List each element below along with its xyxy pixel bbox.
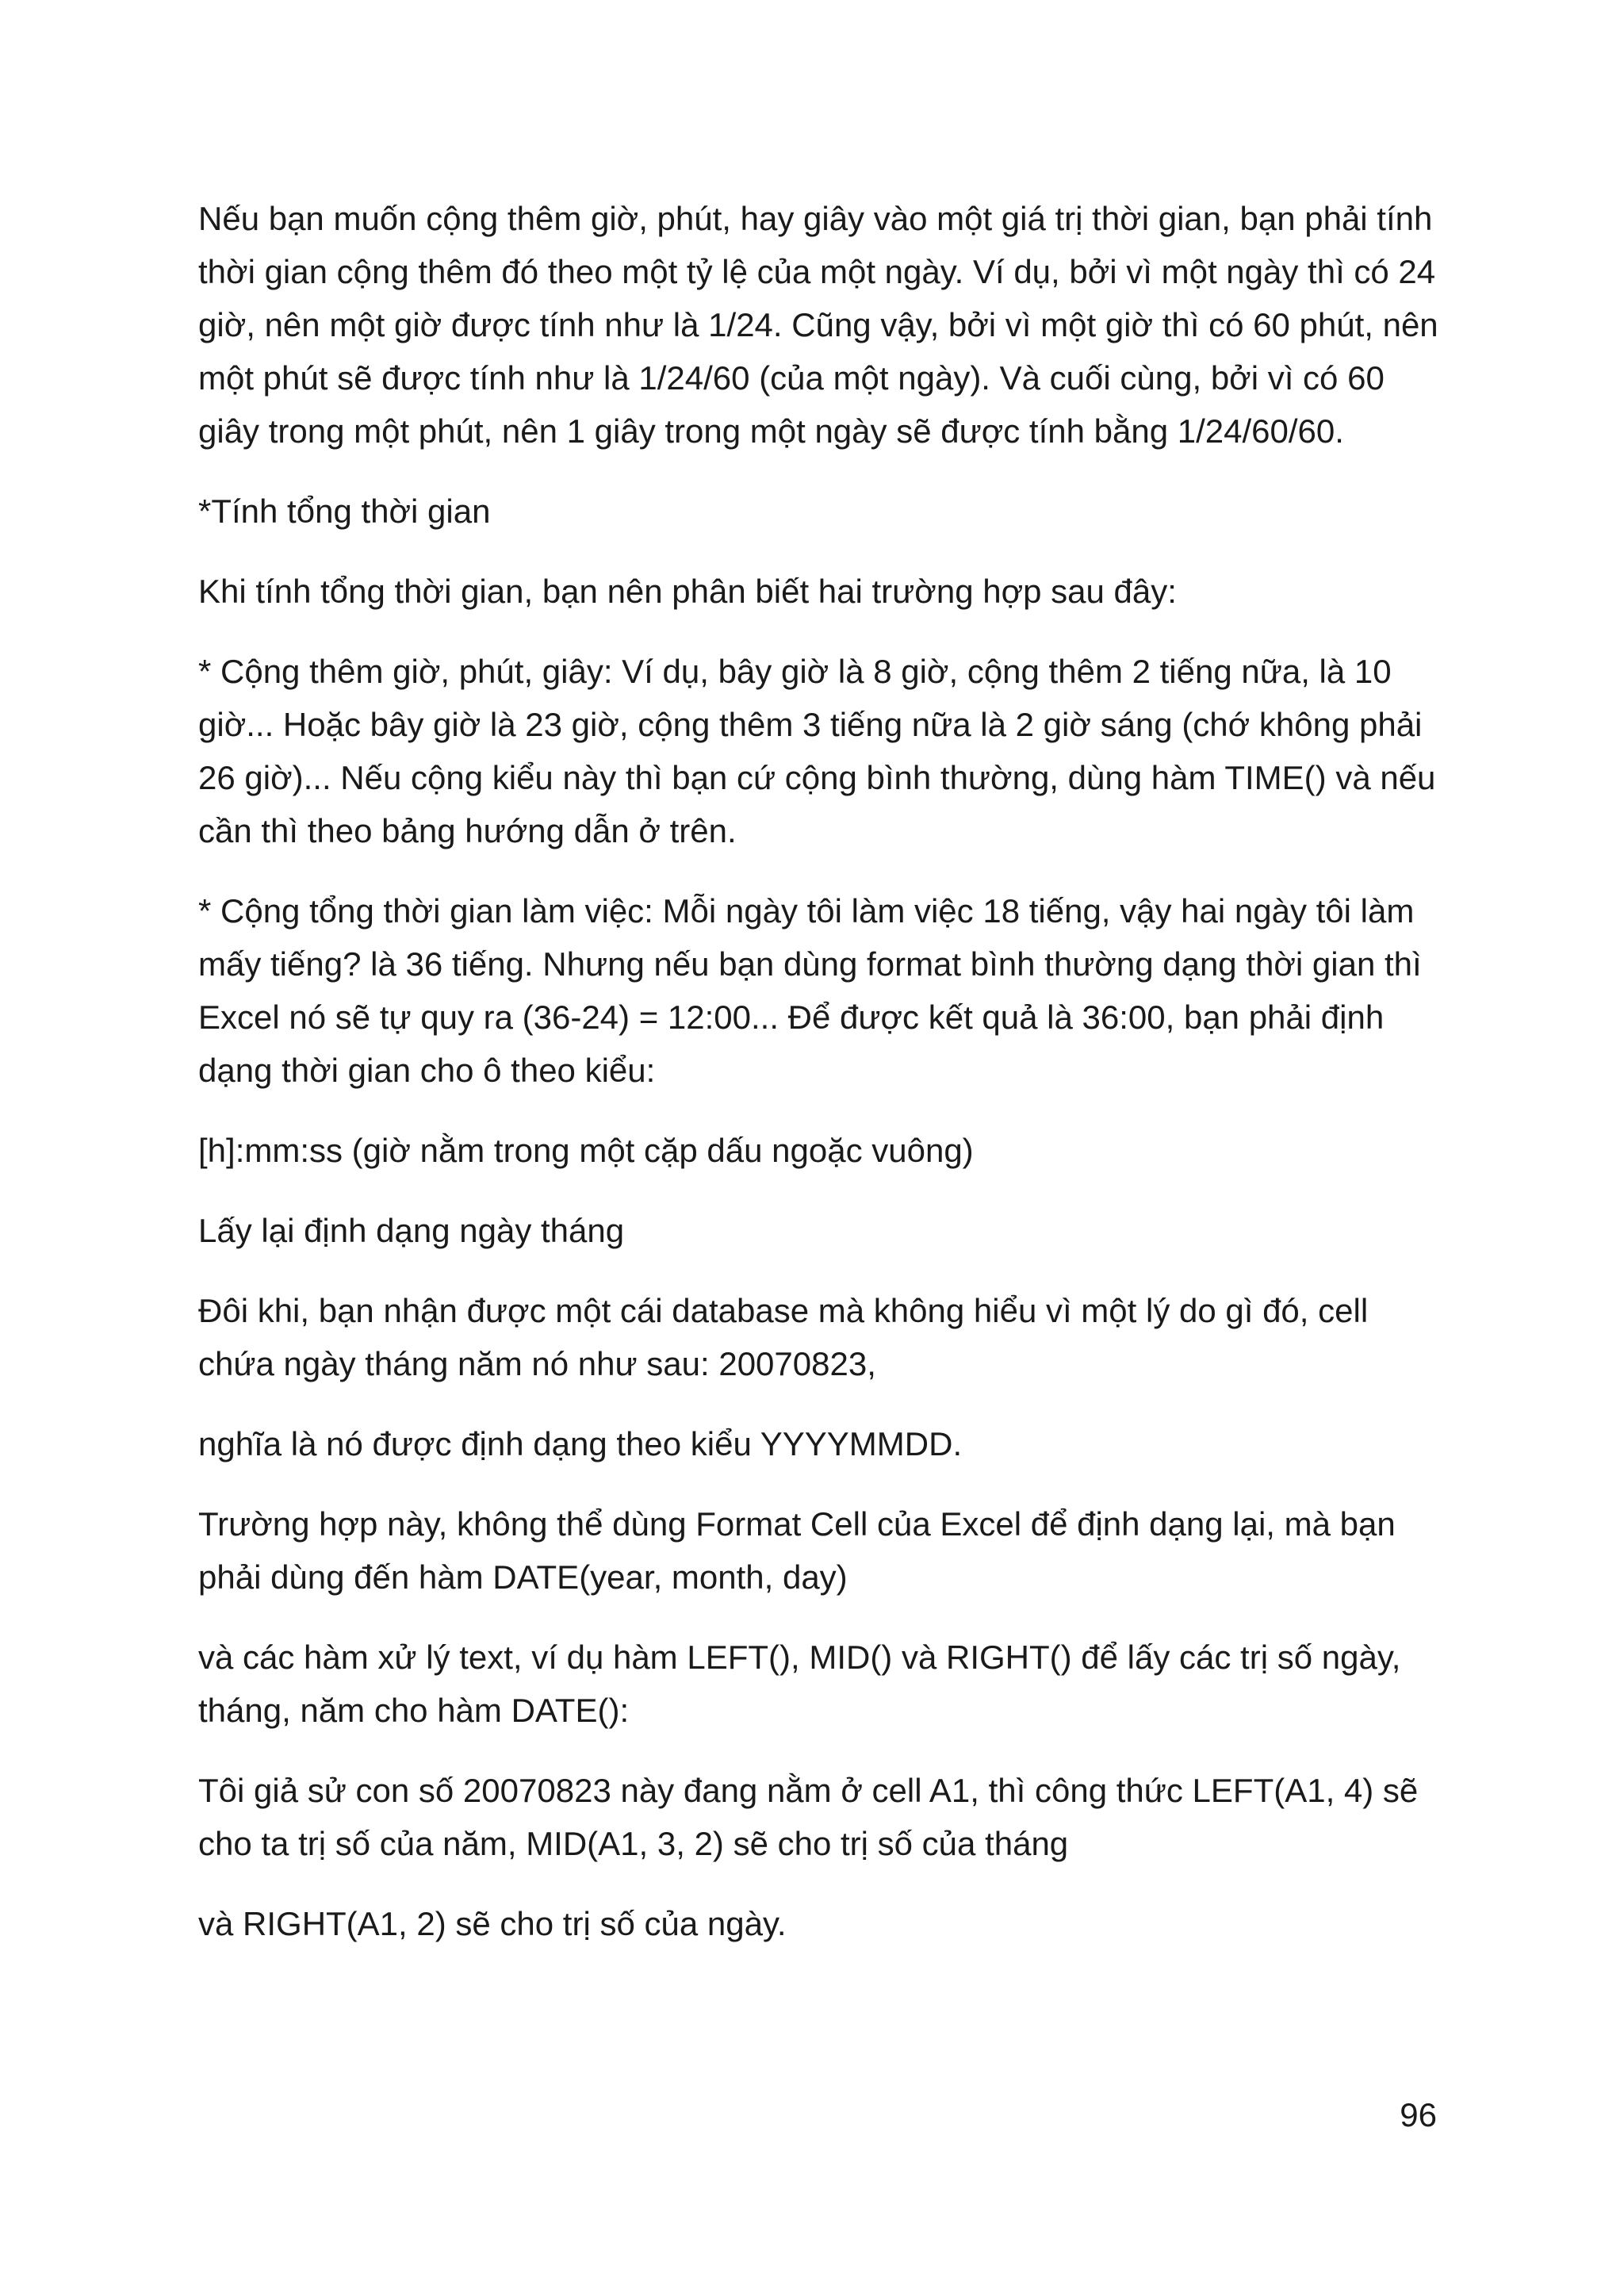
paragraph-two-cases: Khi tính tổng thời gian, bạn nên phân biết hai trường hợp sau đây:: [198, 573, 1177, 610]
page-number: 96: [1400, 2096, 1437, 2133]
paragraph-database-date: Đôi khi, bạn nhận được một cái database mà không hiểu vì một lý do gì đó, cell chứa ngày tháng năm nó như sau: 20070823,: [198, 1292, 1369, 1382]
paragraph-time-fraction: Nếu bạn muốn cộng thêm giờ, phút, hay giây vào một giá trị thời gian, bạn phải tính thời gian cộng thêm đó theo một tỷ lệ của một ngày. Ví dụ, bởi vì một ngày thì có 24 giờ, nên một giờ được tính như là 1/24. Cũng vậy, bởi vì một giờ thì có 60 phút, nên một phút sẽ được tính như là 1/24/60 (của một ngày). Và cuối cùng, bởi vì có 60 giây trong một phút, nên 1 giây trong một ngày sẽ được tính bằng 1/24/60/60.: [198, 200, 1438, 450]
paragraph-date-function: Trường hợp này, không thể dùng Format Cell của Excel để định dạng lại, mà bạn phải dùng đến hàm DATE(year, month, day): [198, 1505, 1396, 1596]
heading-restore-date-format: Lấy lại định dạng ngày tháng: [198, 1212, 625, 1249]
heading-sum-time: *Tính tổng thời gian: [198, 493, 491, 530]
paragraph-total-work-time: * Cộng tổng thời gian làm việc: Mỗi ngày tôi làm việc 18 tiếng, vậy hai ngày tôi làm mấy tiếng? là 36 tiếng. Nhưng nếu bạn dùng format bình thường dạng thời gian thì Excel nó sẽ tự quy ra (36-24) = 12:00... Để được kết quả là 36:00, bạn phải định dạng thời gian cho ô theo kiểu:: [198, 892, 1422, 1089]
page-body: [198, 192, 1443, 1977]
paragraph-yyyymmdd: nghĩa là nó được định dạng theo kiểu YYYYMMDD.: [198, 1425, 963, 1462]
paragraph-add-hours: * Cộng thêm giờ, phút, giây: Ví dụ, bây giờ là 8 giờ, cộng thêm 2 tiếng nữa, là 10 giờ... Hoặc bây giờ là 23 giờ, cộng thêm 3 tiếng nữa là 2 giờ sáng (chớ không phải 26 giờ)... Nếu cộng kiểu này thì bạn cứ cộng bình thường, dùng hàm TIME() và nếu cần thì theo bảng hướng dẫn ở trên.: [198, 653, 1436, 849]
paragraph-format-code: [h]:mm:ss (giờ nằm trong một cặp dấu ngoặc vuông): [198, 1132, 974, 1169]
paragraph-right-function: và RIGHT(A1, 2) sẽ cho trị số của ngày.: [198, 1905, 787, 1942]
paragraph-formula-example: Tôi giả sử con số 20070823 này đang nằm ở cell A1, thì công thức LEFT(A1, 4) sẽ cho ta trị số của năm, MID(A1, 3, 2) sẽ cho trị số của tháng: [198, 1772, 1419, 1862]
paragraph-text-functions: và các hàm xử lý text, ví dụ hàm LEFT(), MID() và RIGHT() để lấy các trị số ngày, tháng, năm cho hàm DATE():: [198, 1639, 1401, 1729]
